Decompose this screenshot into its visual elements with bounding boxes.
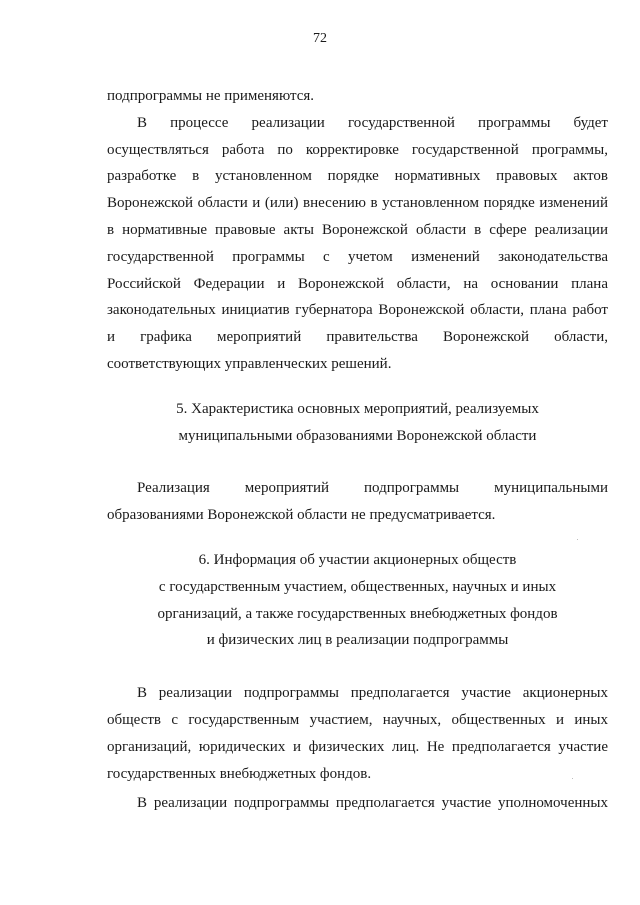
text-line: разработке в установленном порядке нормативных правовых актов bbox=[107, 168, 608, 185]
heading-line: и физических лиц в реализации подпрограммы bbox=[206, 632, 509, 649]
scan-speck bbox=[572, 778, 573, 779]
heading-line: с государственным участием, общественных, научных и иных bbox=[158, 578, 557, 595]
text-line: образованиями Воронежской области не предусматривается. bbox=[107, 507, 496, 524]
text-line: обществ с государственным участием, научных, общественных и иных bbox=[107, 711, 608, 728]
paragraph-program-adjustment bbox=[107, 110, 608, 378]
text-line: осуществляться работа по корректировке государственной программы, bbox=[107, 141, 608, 158]
text-line: подпрограммы не применяются. bbox=[107, 88, 314, 104]
paragraph-municipal-activities bbox=[107, 475, 608, 529]
text-line: Российской Федерации и Воронежской области, на основании плана bbox=[107, 275, 608, 292]
text-line: в нормативные правовые акты Воронежской области в сфере реализации bbox=[107, 221, 608, 238]
scan-speck bbox=[577, 539, 578, 540]
text-line: Реализация мероприятий подпрограммы муниципальными bbox=[137, 480, 608, 497]
document-body bbox=[107, 83, 608, 817]
text-line: соответствующих управленческих решений. bbox=[107, 355, 392, 372]
text-line: Воронежской области и (или) внесению в установленном порядке изменений bbox=[107, 195, 608, 212]
heading-line: 5. Характеристика основных мероприятий, реализуемых bbox=[176, 400, 539, 417]
text-line: В реализации подпрограммы предполагается участие акционерных bbox=[137, 685, 608, 702]
page-number: 72 bbox=[313, 31, 327, 46]
paragraph-authorized-participation bbox=[107, 790, 608, 817]
text-line: и графика мероприятий правительства Воронежской области, bbox=[107, 329, 608, 346]
text-line: организаций, юридических и физических лиц. Не предполагается участие bbox=[107, 738, 608, 755]
paragraph-continuation bbox=[107, 83, 608, 110]
text-line: государственных внебюджетных фондов. bbox=[107, 765, 372, 782]
section-5-heading bbox=[107, 396, 608, 450]
text-line: государственной программы с учетом изменений законодательства bbox=[107, 248, 608, 265]
text-line: законодательных инициатив губернатора Воронежской области, плана работ bbox=[107, 302, 608, 319]
text-line: В процессе реализации государственной программы будет bbox=[137, 114, 608, 131]
paragraph-participation bbox=[107, 680, 608, 787]
heading-line: муниципальными образованиями Воронежской области bbox=[178, 427, 537, 444]
section-6-heading bbox=[107, 547, 608, 654]
heading-line: организаций, а также государственных внебюджетных фондов bbox=[157, 605, 558, 622]
heading-line: 6. Информация об участии акционерных обществ bbox=[198, 551, 517, 568]
text-line: В реализации подпрограммы предполагается участие уполномоченных bbox=[137, 795, 608, 812]
